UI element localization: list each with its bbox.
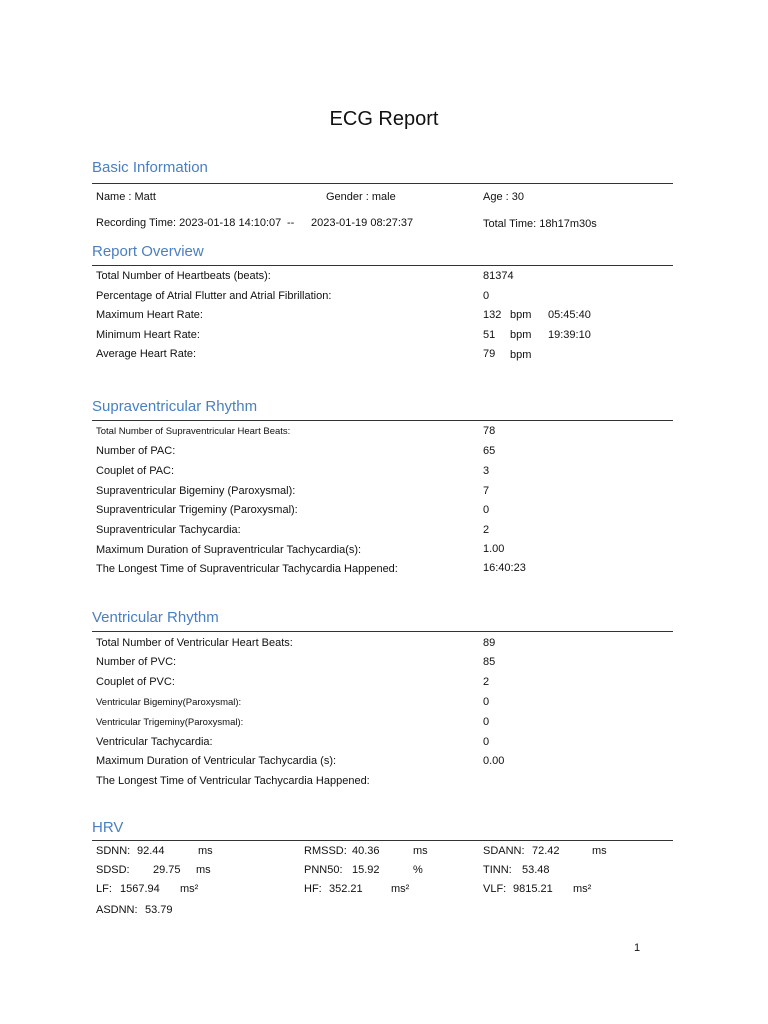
- hrv-sdann-label: SDANN:: [483, 845, 525, 857]
- supraventricular-value: 0: [483, 504, 490, 516]
- hrv-sdnn-value: 92.44: [137, 845, 165, 857]
- hrv-lf-value: 1567.94: [120, 883, 160, 895]
- total-time: Total Time: 18h17m30s: [483, 218, 597, 230]
- hrv-tinn-label: TINN:: [483, 864, 512, 876]
- report-title: ECG Report: [329, 108, 439, 130]
- ventricular-label: Number of PVC:: [96, 656, 177, 668]
- overview-value: 0: [483, 290, 490, 302]
- ventricular-value: 2: [483, 676, 490, 688]
- supraventricular-label: Supraventricular Tachycardia:: [96, 524, 241, 536]
- hrv-rmssd-label: RMSSD:: [304, 845, 347, 857]
- overview-label: Maximum Heart Rate:: [96, 309, 203, 321]
- overview-label: Percentage of Atrial Flutter and Atrial Fibrillation:: [96, 290, 332, 302]
- patient-gender: Gender : male: [326, 191, 396, 203]
- supraventricular-value: 2: [483, 524, 490, 536]
- basic-info-heading: Basic Information: [92, 159, 208, 176]
- ventricular-divider: [92, 631, 673, 632]
- overview-label: Average Heart Rate:: [96, 348, 197, 360]
- hrv-sdann-unit: ms: [592, 845, 607, 857]
- hrv-tinn-value: 53.48: [522, 864, 550, 876]
- hrv-hf-label: HF:: [304, 883, 322, 895]
- hrv-sdnn-label: SDNN:: [96, 845, 131, 857]
- hrv-pnn50-label: PNN50:: [304, 864, 343, 876]
- hrv-vlf-value: 9815.21: [513, 883, 553, 895]
- ventricular-label: Couplet of PVC:: [96, 676, 175, 688]
- hrv-sdsd-value: 29.75: [153, 864, 181, 876]
- ventricular-label: Ventricular Bigeminy(Paroxysmal):: [96, 697, 242, 708]
- supraventricular-value: 1.00: [483, 543, 505, 555]
- page-number: 1: [634, 942, 641, 954]
- overview-value: 132: [483, 309, 502, 321]
- hrv-sdnn-unit: ms: [198, 845, 213, 857]
- supraventricular-label: Number of PAC:: [96, 445, 176, 457]
- hrv-asdnn-value: 53.79: [145, 904, 173, 916]
- ventricular-value: 0: [483, 736, 490, 748]
- overview-unit: bpm: [510, 329, 532, 341]
- ventricular-value: 0.00: [483, 755, 505, 767]
- overview-time: 19:39:10: [548, 329, 591, 341]
- overview-label: Minimum Heart Rate:: [96, 329, 200, 341]
- ventricular-label: Ventricular Trigeminy(Paroxysmal):: [96, 717, 244, 728]
- overview-value: 81374: [483, 270, 514, 282]
- ventricular-value: 89: [483, 637, 496, 649]
- supraventricular-value: 3: [483, 465, 490, 477]
- supraventricular-label: The Longest Time of Supraventricular Tachycardia Happened:: [96, 563, 398, 575]
- overview-heading: Report Overview: [92, 243, 204, 260]
- ventricular-value: 0: [483, 716, 490, 728]
- ventricular-heading: Ventricular Rhythm: [92, 609, 219, 626]
- hrv-vlf-label: VLF:: [483, 883, 507, 895]
- hrv-pnn50-value: 15.92: [352, 864, 380, 876]
- hrv-rmssd-unit: ms: [413, 845, 428, 857]
- supraventricular-value: 78: [483, 425, 496, 437]
- recording-separator: --: [287, 217, 295, 229]
- supraventricular-label: Couplet of PAC:: [96, 465, 175, 477]
- supraventricular-divider: [92, 420, 673, 421]
- overview-unit: bpm: [510, 349, 532, 361]
- supraventricular-label: Total Number of Supraventricular Heart Beats:: [96, 426, 291, 437]
- hrv-heading: HRV: [92, 819, 124, 836]
- basic-info-divider: [92, 183, 673, 184]
- overview-value: 51: [483, 329, 496, 341]
- supraventricular-label: Maximum Duration of Supraventricular Tachycardia(s):: [96, 544, 362, 556]
- hrv-sdsd-unit: ms: [196, 864, 211, 876]
- overview-value: 79: [483, 348, 496, 360]
- hrv-sdsd-label: SDSD:: [96, 864, 130, 876]
- ventricular-label: Maximum Duration of Ventricular Tachycardia (s):: [96, 755, 337, 767]
- overview-unit: bpm: [510, 309, 532, 321]
- supraventricular-value: 7: [483, 485, 490, 497]
- patient-age: Age : 30: [483, 191, 524, 203]
- ventricular-label: The Longest Time of Ventricular Tachycardia Happened:: [96, 775, 370, 787]
- hrv-pnn50-unit: %: [413, 864, 423, 876]
- hrv-lf-unit: ms²: [180, 883, 199, 895]
- supraventricular-value: 65: [483, 445, 496, 457]
- ventricular-label: Total Number of Ventricular Heart Beats:: [96, 637, 293, 649]
- patient-name: Name : Matt: [96, 191, 156, 203]
- hrv-vlf-unit: ms²: [573, 883, 592, 895]
- overview-divider: [92, 265, 673, 266]
- supraventricular-label: Supraventricular Bigeminy (Paroxysmal):: [96, 485, 296, 497]
- recording-start: Recording Time: 2023-01-18 14:10:07: [96, 217, 282, 229]
- supraventricular-value: 16:40:23: [483, 562, 526, 574]
- overview-label: Total Number of Heartbeats (beats):: [96, 270, 271, 282]
- ventricular-label: Ventricular Tachycardia:: [96, 736, 213, 748]
- hrv-rmssd-value: 40.36: [352, 845, 380, 857]
- supraventricular-heading: Supraventricular Rhythm: [92, 398, 258, 415]
- hrv-lf-label: LF:: [96, 883, 112, 895]
- supraventricular-label: Supraventricular Trigeminy (Paroxysmal):: [96, 504, 298, 516]
- recording-end: 2023-01-19 08:27:37: [311, 217, 414, 229]
- hrv-asdnn-label: ASDNN:: [96, 904, 138, 916]
- overview-time: 05:45:40: [548, 309, 591, 321]
- ventricular-value: 0: [483, 696, 490, 708]
- hrv-hf-value: 352.21: [329, 883, 363, 895]
- hrv-hf-unit: ms²: [391, 883, 410, 895]
- hrv-divider: [92, 840, 673, 841]
- hrv-sdann-value: 72.42: [532, 845, 560, 857]
- ventricular-value: 85: [483, 656, 496, 668]
